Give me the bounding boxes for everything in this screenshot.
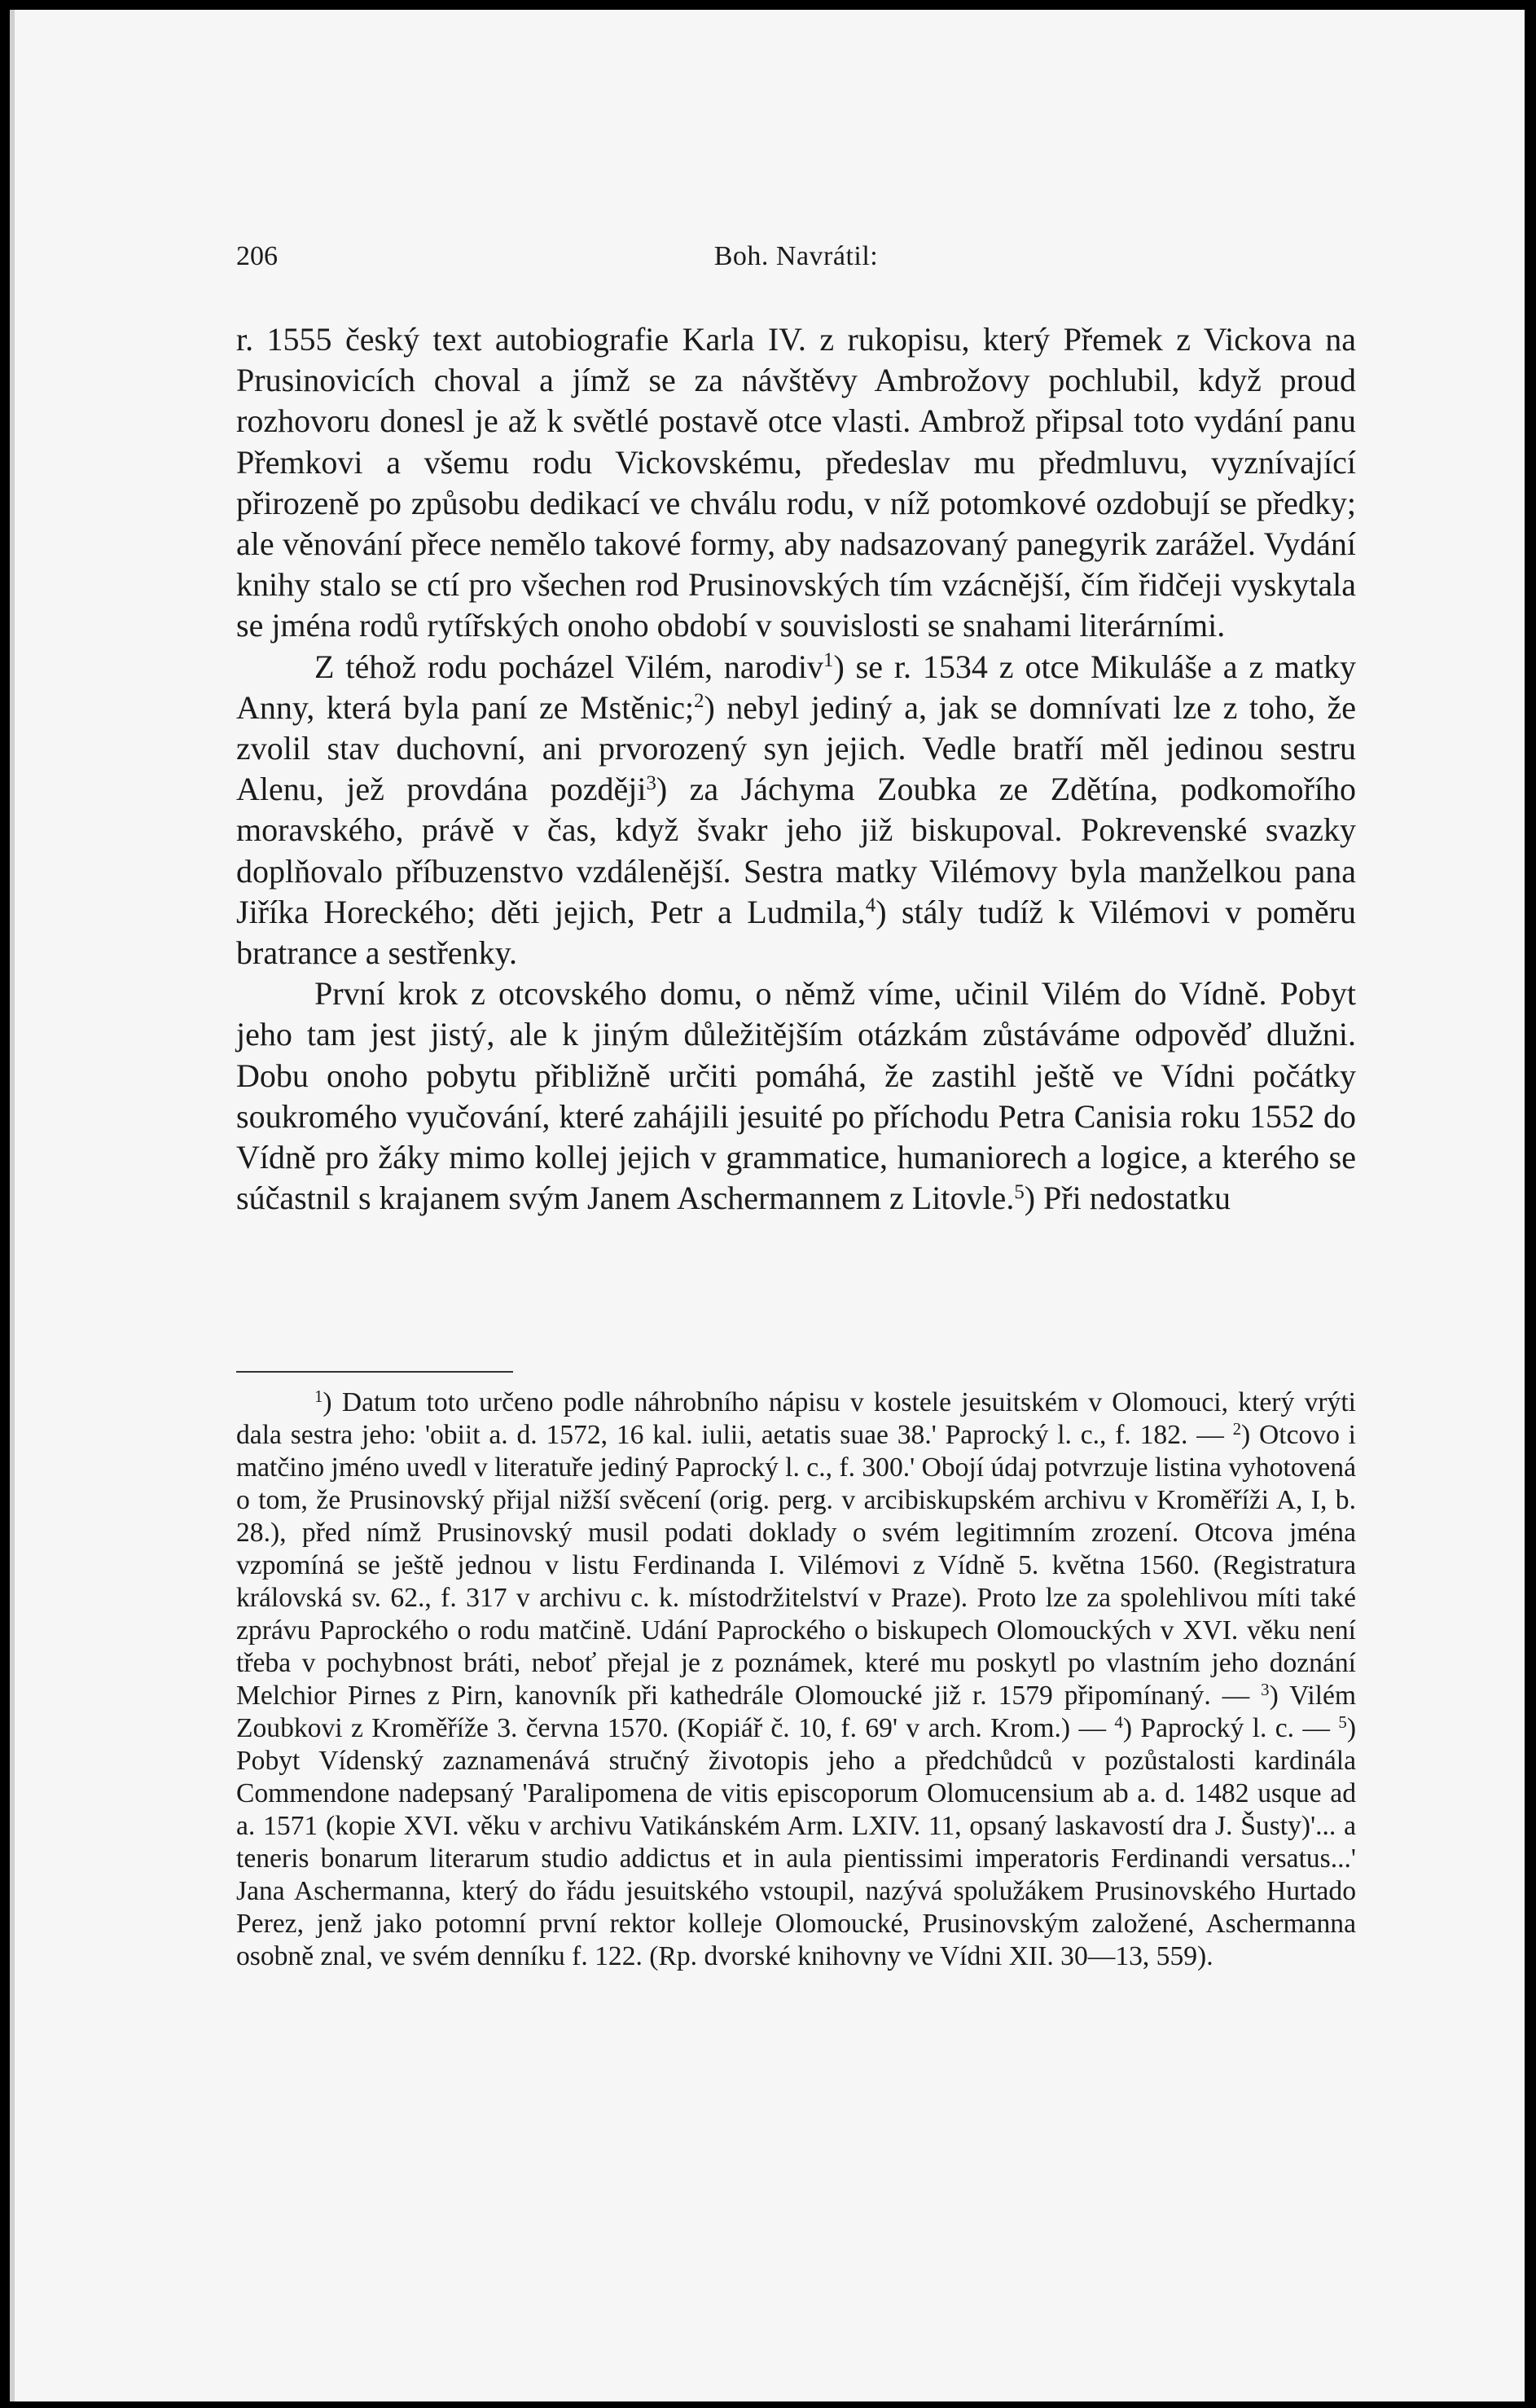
- footnote-ref-1: 1: [823, 649, 834, 671]
- footnote-mark-2: 2: [1232, 1418, 1242, 1439]
- footnote-ref-4: 4: [865, 894, 876, 917]
- paragraph-3: První krok z otcovského domu, o němž víme, učinil Vilém do Vídně. Pobyt jeho tam jest jistý, ale k jiným důležitějším otázkám zůstáváme odpověď dlužni. Dobu onoho pobytu přibližně určiti pomáhá, že zastihl ještě ve Vídni počátky soukromého vyučování, které zahájili jesuité po příchodu Petra Canisia roku 1552 do Vídně pro žáky mimo kollej jejich v grammatice, humaniorech a logice, a kterého se súčastnil s krajanem svým Janem Aschermannem z Litovle.$^5$) Při nedostatku: [236, 975, 1356, 1217]
- footnote-4: ) Paprocký l. c. —: [1122, 1713, 1339, 1743]
- footnote-5: ) Pobyt Vídenský zaznamenává stručný životopis jeho a předchůdců v pozůstalosti kardinála Commendone nadepsaný 'Paralipomena de vitis episcoporum Olomucensium ab a. d. 1482 usque ad a. 1571 (kopie XVI. věku v archivu Vatikánském Arm. LXIV. 11, opsaný laskavostí dra J. Šusty)'... a teneris bonarum literarum studio addictus et in aula pientissimi imperatoris Ferdinandi versatus...' Jana Aschermanna, který do řádu jesuitského vstoupil, nazývá spolužákem Prusinovského Hurtado Perez, jenž jako potomní první rektor kolleje Olomoucké, Prusinovským založené, Aschermanna osobně znal, ve svém denníku f. 122. (Rp. dvorské knihovny ve Vídni XII. 30—13, 559).: [236, 1713, 1356, 1971]
- footnote-ref-3: 3: [646, 771, 656, 794]
- footnote-mark-4: 4: [1114, 1712, 1123, 1732]
- paragraph-1: r. 1555 český text autobiografie Karla IV. z rukopisu, který Přemek z Vickova na Prusinovicích choval a jímž se za návštěvy Ambrožovy pochlubil, když proud rozhovoru donesl je až k světlé postavě otce vlasti. Ambrož připsal toto vydání panu Přemkovi a všemu rodu Vickovskému, předeslav mu předmluvu, vyznívající přirozeně po způsobu dedikací ve chválu rodu, v níž potomkové ozdobují se předky; ale věnování přece nemělo takové formy, aby nadsazovaný panegyrik zarážel. Vydání knihy stalo se ctí pro všechen rod Prusinovských tím vzácnější, čím řidčeji vyskytala se jména rodů rytířských onoho období v souvislosti se snahami literárními.: [236, 321, 1356, 644]
- footnote-ref-2: 2: [694, 690, 704, 713]
- footnote-mark-5: 5: [1338, 1712, 1347, 1732]
- main-text: [236, 319, 1356, 1219]
- footnote-block: [236, 1386, 1356, 1973]
- footnote-mark-1: 1: [314, 1386, 323, 1406]
- footnote-1: ) Datum toto určeno podle náhrobního nápisu v kostele jesuitském v Olomouci, který vrýti dala sestra jeho: 'obiit a. d. 1572, 16 kal. iulii, aetatis suae 38.' Paprocký l. c., f. 182. —: [236, 1387, 1356, 1450]
- footnote-2: ) Otcovo i matčino jméno uvedl v literatuře jediný Paprocký l. c., f. 300.' Obojí údaj potvrzuje listina vyhotovená o tom, že Prusinovský přijal nižší svěcení (orig. perg. v arcibiskupském archivu v Kroměříži A, I, b. 28.), před nímž Prusinovský musil podati doklady o svém legitimním zrození. Otcova jména vzpomíná se ještě jednou v listu Ferdinanda I. Vilémovi z Vídně 5. května 1560. (Registratura královská sv. 62., f. 317 v archivu c. k. místodržitelství v Praze). Proto lze za spolehlivou míti také zprávu Paprockého o rodu matčině. Udání Paprockého o biskupech Olomouckých v XVI. věku není třeba v pochybnost bráti, neboť přejal je z poznámek, které mu poskytl po vlastním jeho doznání Melchior Pirnes z Pirn, kanovník při kathedrále Olomoucké již r. 1579 připomínaný. —: [236, 1420, 1356, 1711]
- running-title: Boh. Navrátil:: [713, 241, 879, 271]
- footnote-3: ) Vilém Zoubkovi z Kroměříže 3. června 1570. (Kopiář č. 10, f. 69' v arch. Krom.) —: [236, 1681, 1356, 1743]
- footnotes: [236, 1386, 1356, 1973]
- page-header: [236, 241, 1356, 277]
- footnote-mark-3: 3: [1261, 1679, 1270, 1699]
- paragraph-2: Z téhož rodu pocházel Vilém, narodiv$^1$) se r. 1534 z otce Mikuláše a z matky Anny, která byla paní ze Mstěnic;$^2$) nebyl jediný a, jak se domnívati lze z toho, že zvolil stav duchovní, ani prvorozený syn jejich. Vedle bratří měl jedinou sestru Alenu, jež provdána později$^3$) za Jáchyma Zoubka ze Zdětína, podkomořího moravského, právě v čas, když švakr jeho již biskupoval. Pokrevenské svazky doplňovalo příbuzenstvo vzdálenější. Sestra matky Vilémovy byla manželkou pana Jiříka Horeckého; děti jejich, Petr a Ludmila,$^4$) stály tudíž k Vilémovi v poměru bratrance a sestřenky.: [236, 648, 1357, 972]
- footnote-ref-5: 5: [1014, 1180, 1025, 1203]
- page-number: 206: [236, 241, 278, 271]
- footnote-separator: [236, 1371, 513, 1373]
